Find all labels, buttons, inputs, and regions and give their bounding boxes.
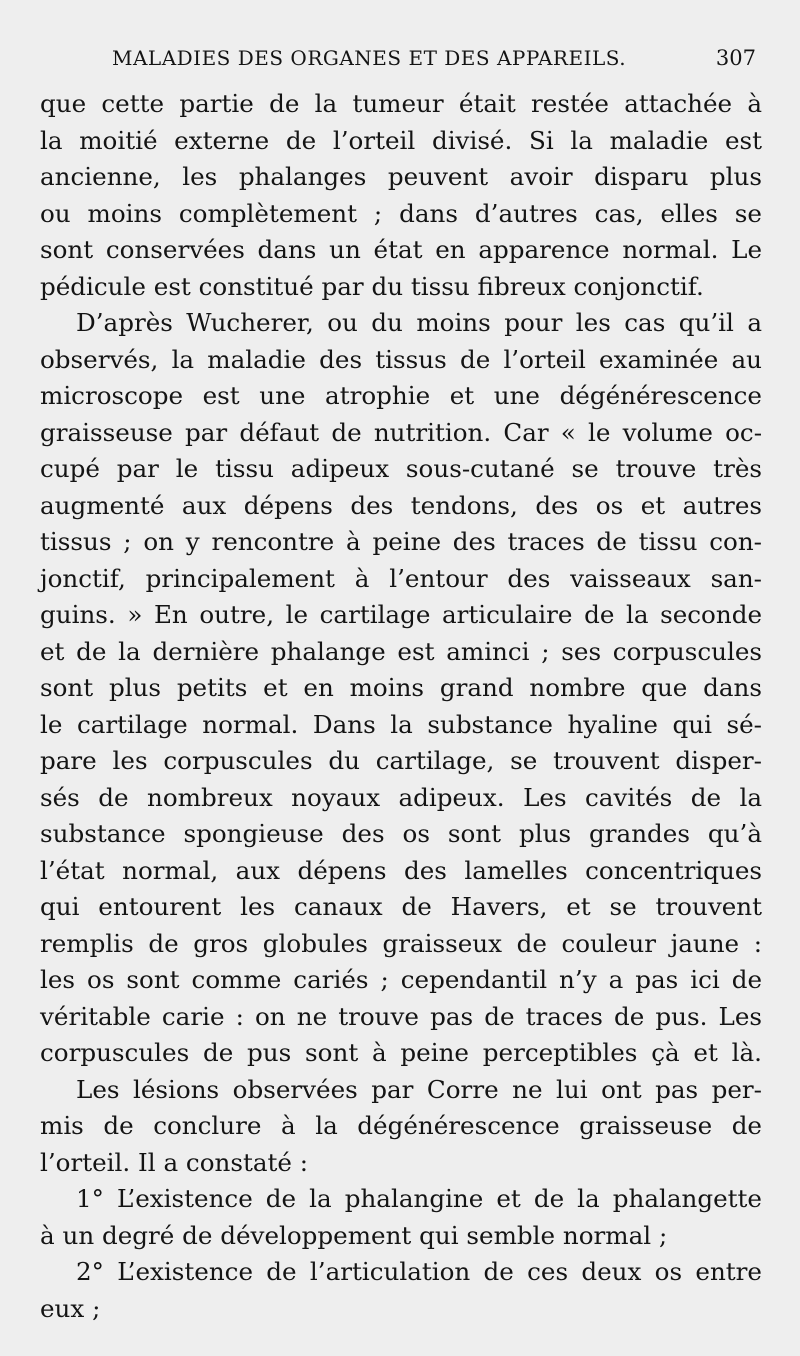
text-line: pédicule est constitué par du tissu fibreux conjonctif. — [40, 271, 704, 301]
text-line: à un degré de développement qui semble normal ; — [40, 1220, 668, 1250]
body-text — [40, 86, 762, 1327]
text-line: sont plus petits et en moins grand nombre que dans — [40, 673, 762, 702]
text-line: remplis de gros globules graisseux de couleur jaune : — [40, 928, 762, 958]
text-line: substance spongieuse des os sont plus grandes qu’à — [40, 819, 762, 848]
text-line: 2° L’existence de l’articulation de ces deux os entre — [76, 1257, 762, 1286]
text-line: corpuscules de pus sont à peine perceptibles çà et là. — [40, 1038, 762, 1067]
text-line: l’état normal, aux dépens des lamelles concentriques — [40, 855, 762, 885]
text-line: l’orteil. Il a constaté : — [40, 1147, 309, 1177]
text-line: tissus ; on y rencontre à peine des traces de tissu con- — [40, 527, 762, 556]
text-line: véritable carie : on ne trouve pas de traces de pus. Les — [40, 1001, 762, 1031]
text-line: la moitié externe de l’orteil divisé. Si la maladie est — [40, 125, 762, 155]
running-title: MALADIES DES ORGANES ET DES APPAREILS. — [112, 46, 627, 70]
text-line: Les lésions observées par Corre ne lui ont pas per- — [76, 1074, 762, 1104]
text-line: mis de conclure à la dégénérescence graisseuse de — [40, 1111, 762, 1140]
text-line: qui entourent les canaux de Havers, et se trouvent — [40, 892, 762, 921]
text-line: ancienne, les phalanges peuvent avoir disparu plus — [40, 162, 762, 191]
text-line: augmenté aux dépens des tendons, des os et autres — [40, 490, 762, 520]
text-line: guins. » En outre, le cartilage articulaire de la seconde — [40, 600, 762, 629]
text-line: graisseuse par défaut de nutrition. Car « le volume oc- — [40, 417, 762, 447]
text-line: pare les corpuscules du cartilage, se trouvent disper- — [40, 746, 762, 775]
page-number: 307 — [715, 46, 756, 70]
text-line: sés de nombreux noyaux adipeux. Les cavités de la — [40, 782, 762, 812]
text-line: eux ; — [40, 1293, 101, 1323]
text-line: les os sont comme cariés ; cependantil n’y a pas ici de — [40, 965, 762, 994]
text-line: ou moins complètement ; dans d’autres cas, elles se — [40, 198, 762, 228]
text-line: sont conservées dans un état en apparence normal. Le — [40, 235, 762, 264]
text-line: cupé par le tissu adipeux sous-cutané se trouve très — [40, 454, 762, 483]
text-line: et de la dernière phalange est aminci ; ses corpuscules — [40, 636, 762, 666]
text-line: 1° L’existence de la phalangine et de la phalangette — [76, 1184, 762, 1213]
text-line: que cette partie de la tumeur était restée attachée à — [40, 89, 762, 118]
page-header — [40, 38, 762, 78]
text-line: jonctif, principalement à l’entour des vaisseaux san- — [40, 563, 762, 593]
text-line: D’après Wucherer, ou du moins pour les cas qu’il a — [76, 308, 762, 337]
text-line: le cartilage normal. Dans la substance hyaline qui sé- — [40, 709, 762, 739]
text-line: microscope est une atrophie et une dégénérescence — [40, 381, 762, 410]
text-line: observés, la maladie des tissus de l’orteil examinée au — [40, 344, 762, 374]
